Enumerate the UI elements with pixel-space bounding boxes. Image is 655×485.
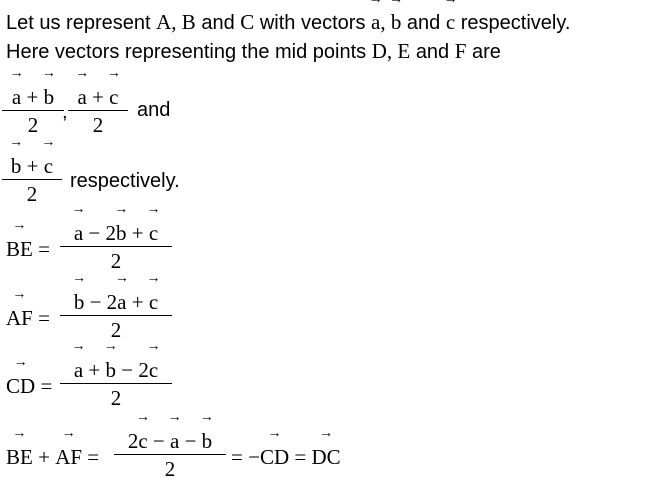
equation-sum-lhs [6,445,99,470]
vector-b: → b [11,153,22,179]
coefficient: 2 [138,358,149,382]
vector-cd: → CD [6,374,35,399]
minus-sign: − [184,429,197,453]
vector-b: → b [74,289,85,315]
coefficient: 2 [127,429,139,453]
vector-b: → b [116,220,127,246]
vector-c: → c [109,84,118,110]
are-text: are [472,41,501,63]
vector-b: → b [106,357,117,383]
intro-line-1: Let us represent A, B and C with vectors → a, → b and → c respectively. [6,10,570,35]
and-text-3: and [415,41,450,63]
points-a-b: A, B [156,10,196,34]
equals-sign: = [38,237,50,261]
vector-b: → b [391,10,402,34]
equation-be-lhs [6,237,50,262]
plus-sign: + [26,85,39,109]
midpoint-e-fraction [68,84,128,139]
minus-sign: − [88,221,101,245]
negative-sign: − [248,445,260,469]
vector-af: → AF [55,445,82,470]
vector-c: → c [44,153,53,179]
respectively-text-2: respectively. [70,170,180,192]
vector-c: → c [149,220,158,246]
intro-line-2 [6,39,501,64]
denominator: 2 [27,113,39,137]
respectively-text: respectively. [460,12,571,34]
coefficient: 2 [106,290,118,314]
midpoints-text: Here vectors representing the mid points [6,41,367,63]
denominator: 2 [164,457,176,481]
equation-af-fraction [60,289,172,344]
vector-c: → c [149,289,158,315]
point-f: F [454,39,467,63]
vector-cd: → CD [260,445,289,470]
vector-be: → BE [6,445,33,470]
equals-sign: = [294,445,307,469]
equation-sum-rhs [231,445,341,470]
denominator: 2 [110,318,122,342]
plus-sign: + [131,290,144,314]
vector-b: → b [44,84,55,110]
vector-a: → a [117,289,126,315]
midpoint-d-fraction [2,84,64,139]
equation-cd-fraction [60,357,172,412]
coefficient: 2 [105,221,116,245]
vector-b: → b [202,428,213,454]
vector-af: → AF [6,306,33,331]
plus-sign: + [26,154,39,178]
midpoint-f-fraction [2,153,62,208]
vector-a: → a [78,84,87,110]
minus-sign: − [89,290,102,314]
vector-a: → a [371,10,380,34]
plus-sign: + [131,221,144,245]
equals-sign: = [38,306,50,330]
denominator: 2 [26,182,38,206]
equation-cd-lhs [6,374,52,399]
vector-a: → a [74,357,83,383]
denominator: 2 [110,249,122,273]
denominator: 2 [92,113,104,137]
vector-a: → a [170,428,179,454]
equals-sign: = [87,445,100,469]
intro-text: Let us represent [6,12,151,34]
with-vectors-text: with vectors [259,12,366,34]
vector-c: → c [149,357,158,383]
plus-sign: + [38,445,50,469]
equation-sum-fraction [114,428,226,483]
denominator: 2 [110,386,122,410]
vector-be: → BE [6,237,33,262]
equation-be-fraction [60,220,172,275]
plus-sign: + [88,358,101,382]
equation-af-lhs [6,306,50,331]
and-text-4: and [137,99,171,121]
points-d-e: D, E [371,39,411,63]
comma: , [62,101,68,123]
minus-sign: − [152,429,165,453]
vector-c: → c [446,10,455,34]
vector-a: → a [74,220,83,246]
plus-sign: + [92,85,104,109]
equals-sign: = [231,445,243,469]
vector-c: → c [138,428,147,454]
vector-dc: → DC [311,445,340,470]
minus-sign: − [121,358,134,382]
point-c: C [240,10,255,34]
and-text: and [201,12,235,34]
vector-a: → a [12,84,21,110]
and-text-2: and [406,12,441,34]
equals-sign: = [40,374,53,398]
